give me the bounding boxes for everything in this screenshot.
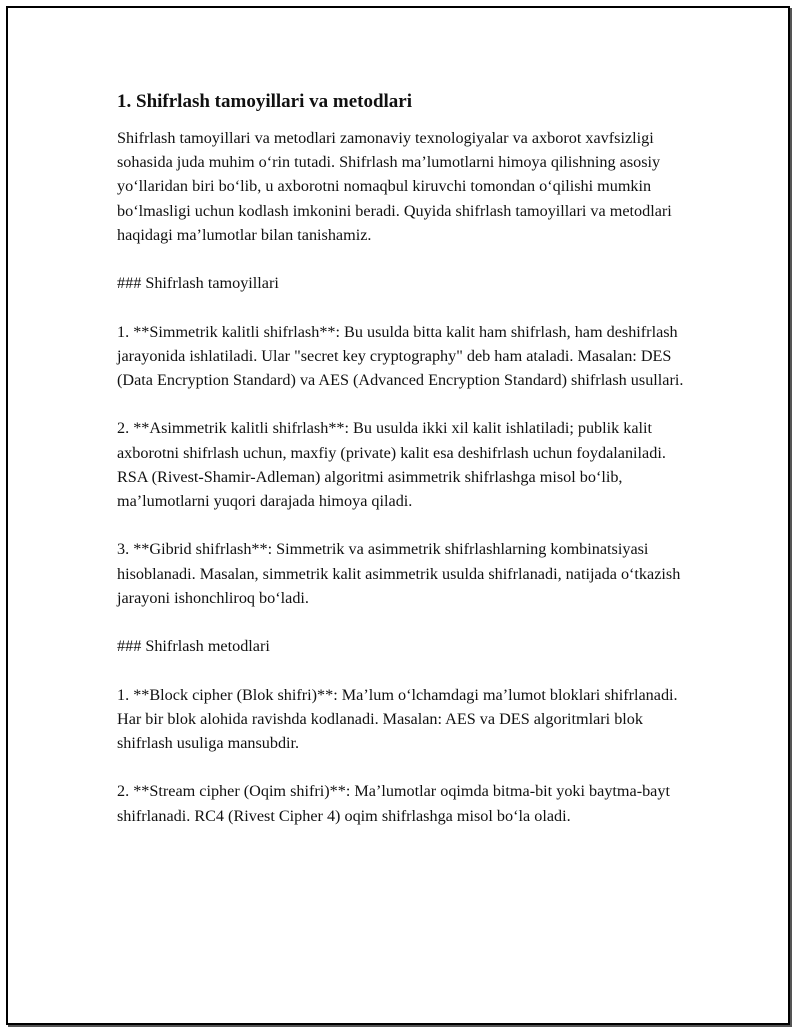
document-title: 1. Shifrlash tamoyillari va metodlari bbox=[117, 91, 413, 112]
principle-symmetric: 1. **Simmetrik kalitli shifrlash**: Bu usulda bitta kalit ham shifrlash, ham deshifrlash jarayonida ishlatiladi. Ular "secret key cryptography" deb ham ataladi. Masalan: DES (Data Encryption Standard) va AES (Advanced Encryption Standard) shifrlash usullari. bbox=[117, 322, 684, 389]
document-content bbox=[117, 90, 687, 852]
principle-asymmetric: 2. **Asimmetrik kalitli shifrlash**: Bu usulda ikki xil kalit ishlatiladi; publik kalit axborotni shifrlash uchun, maxfiy (private) kalit esa deshifrlash uchun foydalaniladi. RSA (Rivest-Shamir-Adleman) algoritmi asimmetrik shifrlashga misol bo‘lib, ma’lumotlarni yuqori darajada himoya qiladi. bbox=[117, 419, 666, 510]
intro-paragraph: Shifrlash tamoyillari va metodlari zamonaviy texnologiyalar va axborot xavfsizligi sohasida juda muhim o‘rin tutadi. Shifrlash ma’lumotlarni himoya qilishning asosiy yo‘llaridan biri bo‘lib, u axborotni nomaqbul kiruvchi tomondan o‘qilishi mumkin bo‘lmasligi uchun kodlash imkonini beradi. Quyida shifrlash tamoyillari va metodlari haqidagi ma’lumotlar bilan tanishamiz. bbox=[117, 129, 672, 244]
section-heading-methods: ### Shifrlash metodlari bbox=[117, 637, 270, 656]
method-stream-cipher: 2. **Stream cipher (Oqim shifri)**: Ma’lumotlar oqimda bitma-bit yoki baytma-bayt shifrlanadi. RC4 (Rivest Cipher 4) oqim shifrlashga misol bo‘la oladi. bbox=[117, 782, 670, 825]
principle-hybrid: 3. **Gibrid shifrlash**: Simmetrik va asimmetrik shifrlashlarning kombinatsiyasi hisoblanadi. Masalan, simmetrik kalit asimmetrik usulda shifrlanadi, natijada o‘tkazish jarayoni ishonchliroq bo‘ladi. bbox=[117, 540, 681, 607]
method-block-cipher: 1. **Block cipher (Blok shifri)**: Ma’lum o‘lchamdagi ma’lumot bloklari shifrlanadi. Har bir blok alohida ravishda kodlanadi. Masalan: AES va DES algoritmlari blok shifrlash usuliga mansubdir. bbox=[117, 685, 678, 752]
section-heading-principles: ### Shifrlash tamoyillari bbox=[117, 274, 279, 293]
